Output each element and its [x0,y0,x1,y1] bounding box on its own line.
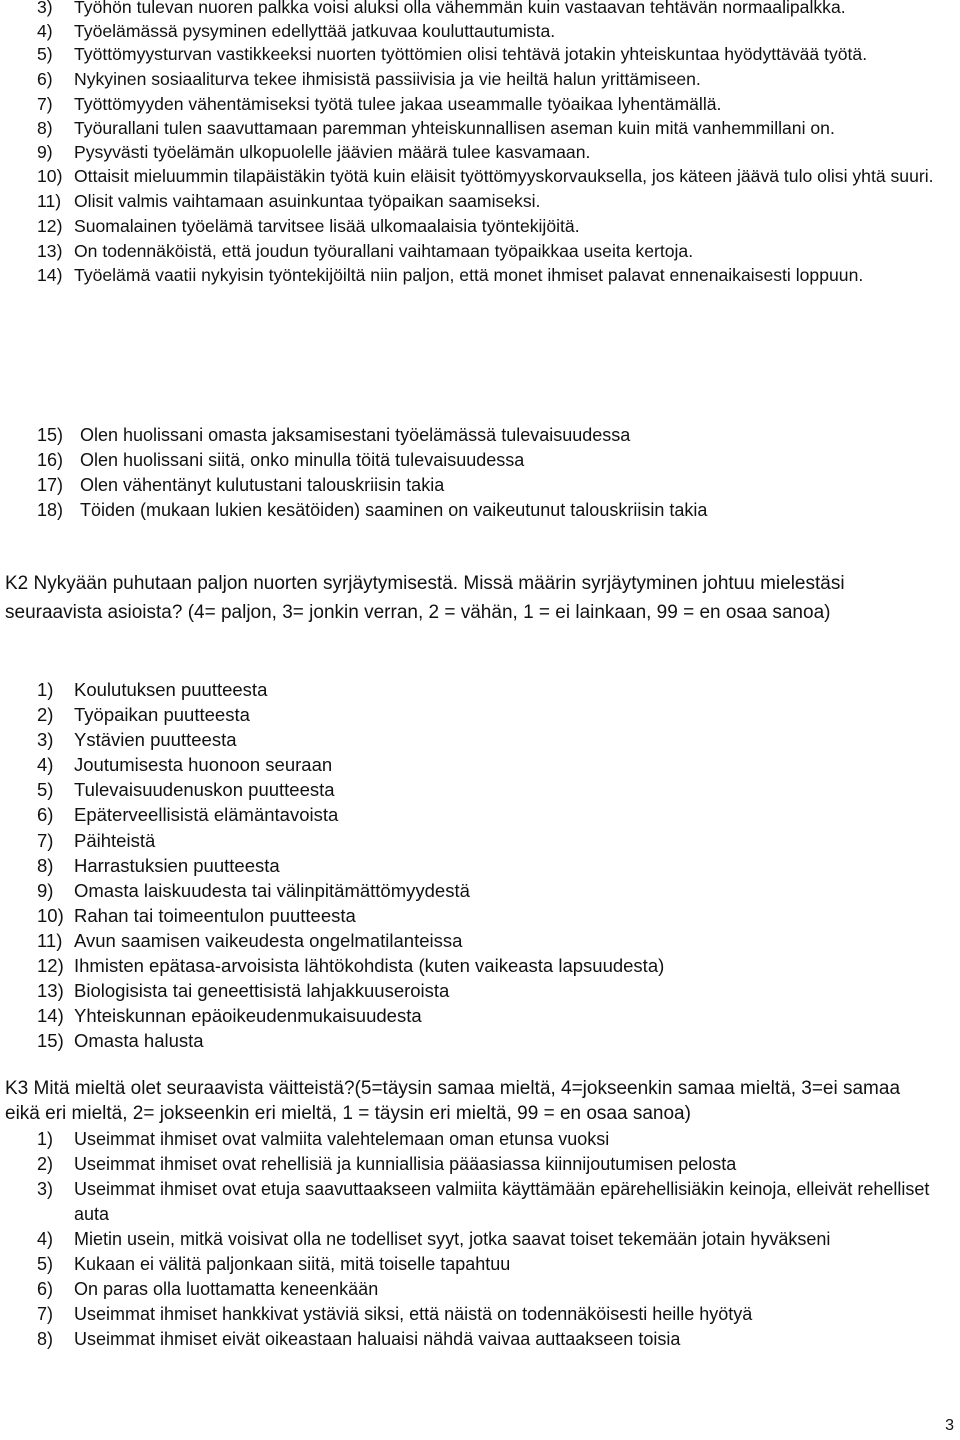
list-item: 11) Olisit valmis vaihtamaan asuinkuntaa työpaikan saamiseksi. [37,190,541,211]
list-item: 14) Yhteiskunnan epäoikeudenmukaisuudesta [37,1005,422,1027]
question-k3: K3 Mitä mieltä olet seuraavista väitteistä?(5=täysin samaa mieltä, 4=jokseenkin samaa mieltä, 3=ei samaa eikä eri mieltä, 2= jokseenkin eri mieltä, 1 = täysin eri mieltä, 99 = en osaa sanoa) [5,1078,901,1124]
list-item: 8) Työurallani tulen saavuttamaan paremman yhteiskunnallisen aseman kuin mitä vanhemmillani on. [37,117,835,138]
list-item: 4) Joutumisesta huonoon seuraan [37,754,333,776]
list-item: 8) Useimmat ihmiset eivät oikeastaan haluaisi nähdä vaivaa auttaakseen toisia [37,1329,681,1349]
list-item: 15) Olen huolissani omasta jaksamisestani työelämässä tulevaisuudessa [37,425,631,445]
list-item: 18) Töiden (mukaan lukien kesätöiden) saaminen on vaikeutunut talouskriisin takia [37,500,708,520]
list-item: 5) Työttömyysturvan vastikkeeksi nuorten työttömien olisi tehtävä jotakin yhteiskuntaa hyödyttävää työtä. [37,44,868,64]
list-item: 2) Useimmat ihmiset ovat rehellisiä ja kunniallisia pääasiassa kiinnijoutumisen pelosta [37,1154,737,1174]
list-item: 8) Harrastuksien puutteesta [37,854,280,876]
trust-statement-list [0,1127,940,1352]
statement-list-1-continued [0,423,940,523]
list-item: 1) Koulutuksen puutteesta [37,679,268,700]
list-item: 7) Useimmat ihmiset hankkivat ystäviä siksi, että näistä on todennäköisesti heille hyötyä [37,1304,753,1324]
list-item: 7) Päihteistä [37,829,156,851]
list-item: 10) Ottaisit mieluummin tilapäistäkin työtä kuin eläisit työttömyyskorvauksella, jos käteen jäävä tulo olisi yhtä suuri. [37,166,934,186]
list-item: 12) Suomalainen työelämä tarvitsee lisää ulkomaalaisia työntekijöitä. [37,215,580,236]
list-item: 4) Työelämässä pysyminen edellyttää jatkuvaa kouluttautumista. [37,20,556,41]
list-item: 9) Pysyvästi työelämän ulkopuolelle jäävien määrä tulee kasvamaan. [37,142,591,162]
list-item: 7) Työttömyyden vähentämiseksi työtä tulee jakaa useammalle työaikaa lyhentämällä. [37,93,722,114]
list-item: 13) On todennäköistä, että joudun työurallani vaihtamaan työpaikkaa useita kertoja. [37,240,694,261]
list-item: 11) Avun saamisen vaikeudesta ongelmatilanteissa [37,929,463,951]
list-item: 6) Epäterveellisistä elämäntavoista [37,804,339,826]
list-item: 3) Ystävien puutteesta [37,729,237,751]
question-k2: K2 Nykyään puhutaan paljon nuorten syrjäytymisestä. Missä määrin syrjäytyminen johtuu mielestäsi seuraavista asioista? (4= paljon, 3= jonkin verran, 2 = vähän, 1 = ei lainkaan, 99 = en osaa sanoa) [5,573,845,623]
list-item: 3) Useimmat ihmiset ovat etuja saavuttaakseen valmiita käyttämään epärehellisiäkin keinoja, elleivät rehelliset auta [37,1179,930,1224]
list-item: 15) Omasta halusta [37,1030,204,1052]
reason-list [0,677,940,1053]
list-item: 5) Kukaan ei välitä paljonkaan siitä, mitä toiselle tapahtuu [37,1254,511,1274]
list-item: 13) Biologisista tai geneettisistä lahjakkuuseroista [37,980,450,1002]
list-item: 12) Ihmisten epätasa-arvoisista lähtökohdista (kuten vaikeasta lapsuudesta) [37,955,665,977]
list-item: 6) On paras olla luottamatta keneenkään [37,1279,379,1299]
statement-list-1 [0,0,940,287]
list-item: 6) Nykyinen sosiaaliturva tekee ihmisistä passiivisia ja vie heiltä halun yrittämiseen. [37,68,701,89]
list-item: 17) Olen vähentänyt kulutustani talouskriisin takia [37,475,445,495]
list-item: 2) Työpaikan puutteesta [37,704,250,726]
list-item: 16) Olen huolissani siitä, onko minulla töitä tulevaisuudessa [37,450,525,470]
list-item: 14) Työelämä vaatii nykyisin työntekijöiltä niin paljon, että monet ihmiset palavat ennenaikaisesti loppuun. [37,264,864,285]
list-item: 3) Työhön tulevan nuoren palkka voisi aluksi olla vähemmän kuin vastaavan tehtävän normaalipalkka. [37,0,846,17]
list-item: 5) Tulevaisuudenuskon puutteesta [37,779,335,801]
list-item: 9) Omasta laiskuudesta tai välinpitämättömyydestä [37,879,470,901]
list-item: 10) Rahan tai toimeentulon puutteesta [37,904,356,926]
page-number: 3 [945,1417,954,1434]
list-item: 1) Useimmat ihmiset ovat valmiita valehtelemaan oman etunsa vuoksi [37,1129,610,1149]
list-item: 4) Mietin usein, mitkä voisivat olla ne todelliset syyt, jotka saavat toiset tekemään jotain hyväkseni [37,1229,831,1249]
